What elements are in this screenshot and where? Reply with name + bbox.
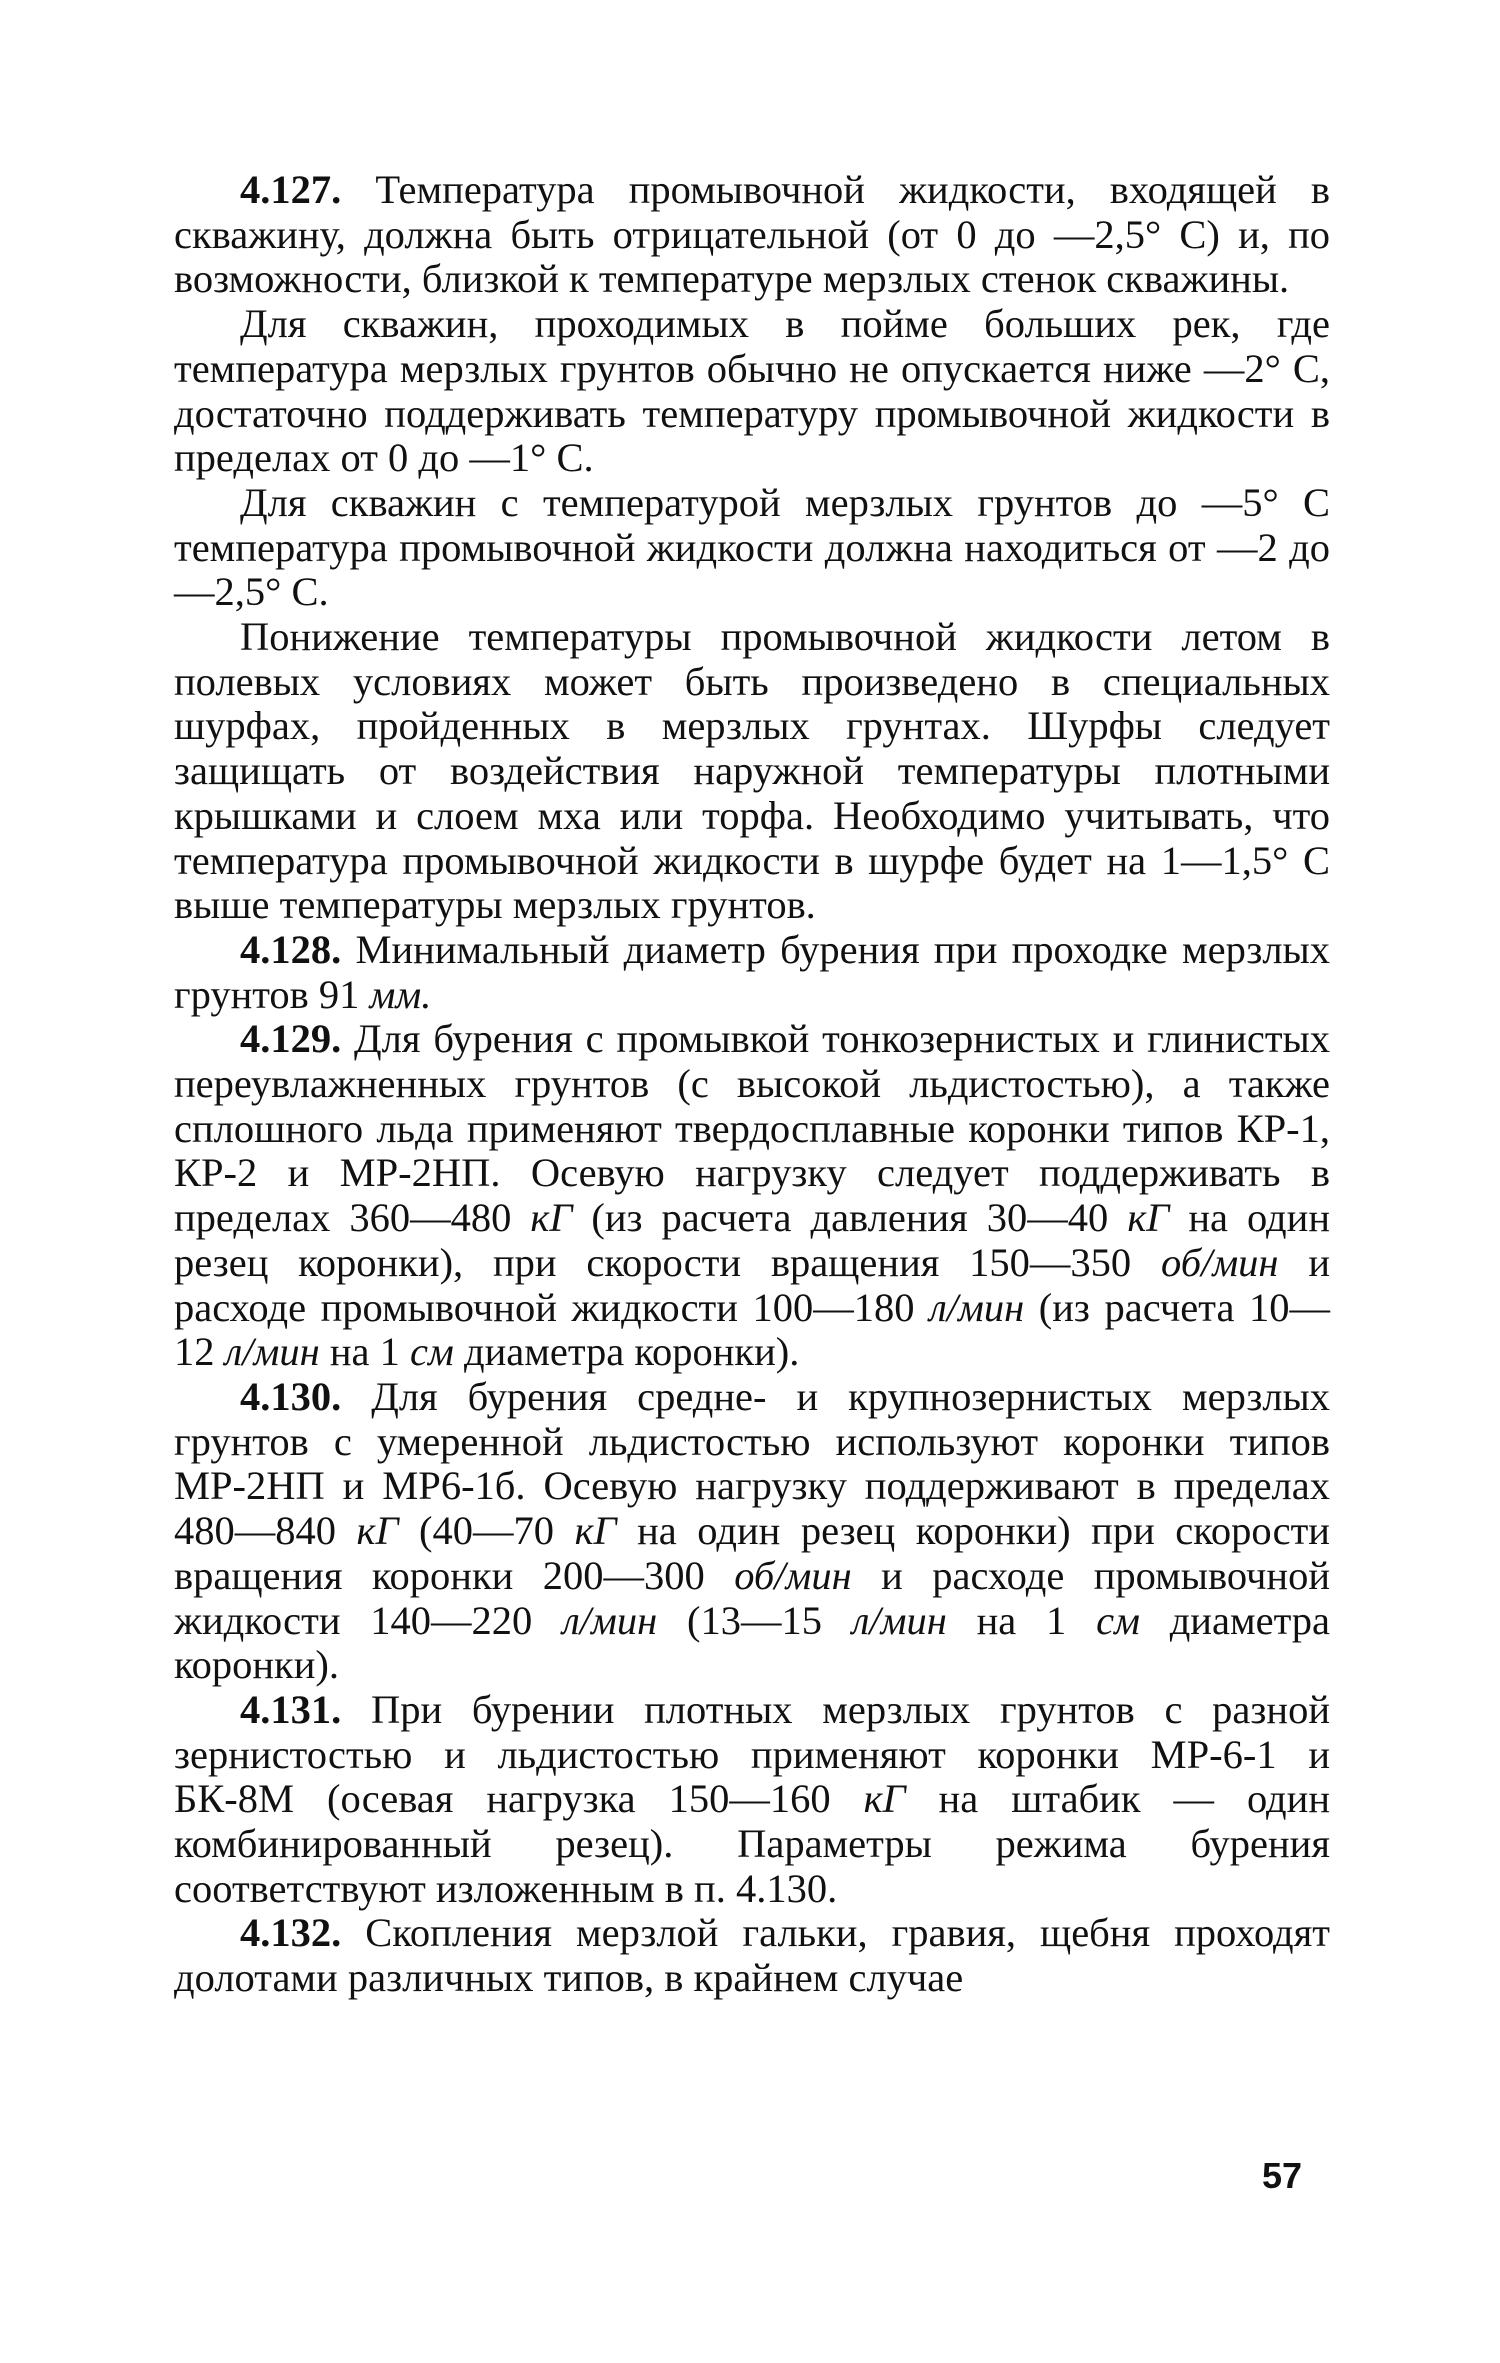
paragraph-text: диаметра коронки). (174, 1597, 1330, 1688)
paragraph-text: Минимальный диаметр бурения при проходке мерзлых грунтов 91 (174, 926, 1330, 1017)
paragraph-4-130 (174, 1375, 1330, 1688)
paragraph-number: 4.130. (240, 1373, 342, 1419)
page-number: 57 (1262, 2155, 1303, 2196)
paragraph-4-127 (174, 168, 1330, 302)
paragraph-text: на 1 (319, 1329, 411, 1375)
paragraph-4-132 (174, 1911, 1330, 2000)
unit-text: кГ (356, 1508, 399, 1554)
paragraph-text: Для скважин с температурой мерзлых грунтов до —5° С температура промывочной жидкости должна находиться от —2 до —2,5° С. (174, 479, 1330, 615)
unit-text: об/мин (1160, 1239, 1279, 1285)
paragraph-4-129 (174, 1017, 1330, 1375)
unit-text: л/мин (224, 1329, 320, 1375)
paragraph-4-131 (174, 1688, 1330, 1912)
paragraph-text: и расходе промывочной жидкости 100—180 (174, 1239, 1330, 1330)
paragraph-text: Для бурения с промывкой тонкозернистых и глинистых переувлажненных грунтов (с высокой льдистостью), а также сплошного льда применяют твердосплавные коронки типов КР-1, КР-2 и МР-2НП. Осевую нагрузку следует поддерживать в пределах 360—480 (174, 1016, 1330, 1241)
paragraph-text: на один резец коронки) при скорости вращения коронки 200—300 (174, 1508, 1330, 1598)
unit-text: л/мин (929, 1284, 1025, 1330)
paragraph-text: Для скважин, проходимых в пойме больших рек, где температура мерзлых грунтов обычно не опускается ниже —2° С, достаточно поддерживать температуру промывочной жидкости в пределах от 0 до —1° С. (174, 301, 1330, 481)
paragraph-text: (из расчета 10—12 (174, 1284, 1330, 1375)
paragraph-number: 4.132. (240, 1910, 342, 1956)
paragraph-4-128 (174, 928, 1330, 1017)
paragraph-floodplain (174, 302, 1330, 481)
paragraph-minus-five (174, 481, 1330, 615)
paragraph-text: При бурении плотных мерзлых грунтов с разной зернистостью и льдистостью применяют коронки МР-6-1 и БК-8М (осевая нагрузка 150—160 (174, 1686, 1330, 1822)
paragraph-text: диаметра коронки). (453, 1329, 800, 1375)
unit-text: об/мин (734, 1552, 852, 1598)
paragraph-text: (40—70 (398, 1508, 575, 1554)
paragraph-text: на штабик — один комбинированный резец). Параметры режима бурения соответствуют изложенным в п. 4.130. (174, 1776, 1330, 1911)
paragraph-number: 4.128. (240, 926, 342, 972)
paragraph-number: 4.131. (240, 1686, 342, 1732)
unit-text: кГ (1127, 1195, 1170, 1241)
unit-text: л/мин (851, 1597, 947, 1643)
unit-text: см (410, 1329, 454, 1375)
paragraph-text: (из расчета давления 30—40 (572, 1195, 1128, 1241)
paragraph-text: Скопления мерзлой гальки, гравия, щебня проходят долотами различных типов, в крайнем случае (174, 1910, 1330, 2001)
unit-text: кГ (574, 1508, 617, 1554)
paragraph-text: и расходе промывочной жидкости 140—220 (174, 1552, 1330, 1643)
paragraph-text: (13—15 (657, 1597, 852, 1643)
paragraph-text: Понижение температуры промывочной жидкости летом в полевых условиях может быть произведено в специальных шурфах, пройденных в мерзлых грунтах. Шурфы следует защищать от воздействия наружной температуры плотными крышками и слоем мха или торфа. Необходимо учитывать, что температура промывочной жидкости в шурфе будет на 1—1,5° С выше температуры мерзлых грунтов. (174, 614, 1330, 928)
unit-text: кГ (530, 1195, 573, 1241)
paragraph-number: 4.129. (240, 1016, 342, 1062)
paragraph-text: Температура промывочной жидкости, входящей в скважину, должна быть отрицательной (от 0 до —2,5° С) и, по возможности, близкой к температуре мерзлых стенок скважины. (174, 167, 1330, 302)
paragraph-text: на один резец коронки), при скорости вращения 150—350 (174, 1195, 1331, 1285)
unit-text: кГ (863, 1776, 906, 1822)
unit-text: см (1096, 1597, 1140, 1643)
page-body (174, 168, 1330, 2001)
unit-text: мм. (369, 971, 432, 1017)
unit-text: л/мин (562, 1597, 658, 1643)
paragraph-text: Для бурения средне- и крупнозернистых мерзлых грунтов с умеренной льдистостью используют коронки типов МР-2НП и МР6-1б. Осевую нагрузку поддерживают в пределах 480—840 (174, 1373, 1330, 1554)
paragraph-text: на 1 (946, 1597, 1097, 1643)
paragraph-cooling (174, 615, 1330, 928)
paragraph-number: 4.127. (240, 167, 342, 212)
